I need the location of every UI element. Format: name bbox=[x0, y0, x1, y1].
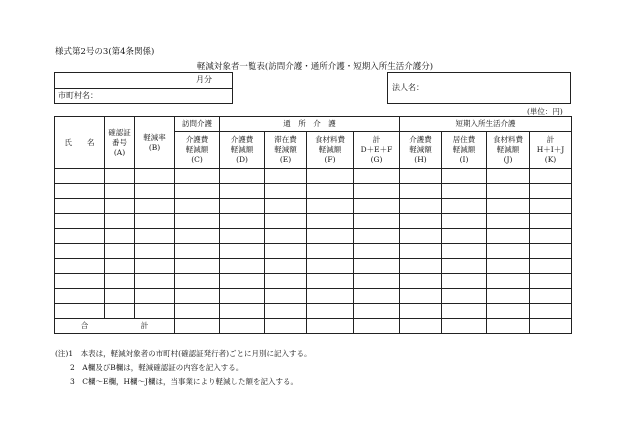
table-cell[interactable] bbox=[400, 304, 442, 319]
total-cell[interactable] bbox=[530, 319, 572, 334]
table-cell[interactable] bbox=[220, 184, 265, 199]
table-cell[interactable] bbox=[265, 259, 307, 274]
table-cell[interactable] bbox=[307, 289, 354, 304]
table-cell[interactable] bbox=[400, 289, 442, 304]
total-cell[interactable] bbox=[487, 319, 530, 334]
table-cell[interactable] bbox=[135, 289, 175, 304]
box-divider bbox=[55, 88, 232, 89]
table-cell[interactable] bbox=[220, 274, 265, 289]
table-cell[interactable] bbox=[265, 184, 307, 199]
total-cell[interactable] bbox=[220, 319, 265, 334]
table-cell[interactable] bbox=[220, 229, 265, 244]
header-col-c: 介護費 軽減額 (C) bbox=[175, 132, 220, 169]
table-cell[interactable] bbox=[105, 304, 135, 319]
table-cell[interactable] bbox=[220, 214, 265, 229]
table-cell[interactable] bbox=[442, 304, 487, 319]
table-cell[interactable] bbox=[105, 199, 135, 214]
header-col-i: 居住費 軽減額 (I) bbox=[442, 132, 487, 169]
header-col-f: 食材料費 軽減額 (F) bbox=[307, 132, 354, 169]
table-cell[interactable] bbox=[354, 184, 400, 199]
table-cell[interactable] bbox=[265, 214, 307, 229]
table-cell[interactable] bbox=[220, 244, 265, 259]
group-short-stay: 短期入所生活介護 bbox=[400, 117, 572, 132]
table-cell[interactable] bbox=[265, 199, 307, 214]
note-prefix: (注) bbox=[55, 349, 69, 358]
table-cell[interactable] bbox=[105, 229, 135, 244]
table-cell[interactable] bbox=[175, 289, 220, 304]
table-cell[interactable] bbox=[400, 169, 442, 184]
table-cell[interactable] bbox=[105, 274, 135, 289]
table-row bbox=[55, 304, 572, 319]
table-cell[interactable] bbox=[135, 274, 175, 289]
table-cell[interactable] bbox=[307, 229, 354, 244]
table-cell[interactable] bbox=[55, 229, 105, 244]
table-cell[interactable] bbox=[220, 289, 265, 304]
table-cell[interactable] bbox=[265, 304, 307, 319]
table-cell[interactable] bbox=[487, 259, 530, 274]
total-cell[interactable] bbox=[265, 319, 307, 334]
table-cell[interactable] bbox=[135, 199, 175, 214]
note-3 bbox=[70, 376, 298, 387]
table-cell[interactable] bbox=[400, 259, 442, 274]
table-cell[interactable] bbox=[135, 229, 175, 244]
table-cell[interactable] bbox=[175, 244, 220, 259]
table-cell[interactable] bbox=[530, 214, 572, 229]
table-cell[interactable] bbox=[530, 259, 572, 274]
table-cell[interactable] bbox=[135, 259, 175, 274]
table-cell[interactable] bbox=[487, 199, 530, 214]
table-cell[interactable] bbox=[55, 184, 105, 199]
total-cell[interactable] bbox=[307, 319, 354, 334]
table-cell[interactable] bbox=[530, 199, 572, 214]
table-cell[interactable] bbox=[175, 169, 220, 184]
table-cell[interactable] bbox=[530, 289, 572, 304]
table-cell[interactable] bbox=[354, 304, 400, 319]
table-cell[interactable] bbox=[105, 259, 135, 274]
table-cell[interactable] bbox=[400, 199, 442, 214]
table-cell[interactable] bbox=[220, 169, 265, 184]
table-cell[interactable] bbox=[487, 169, 530, 184]
table-cell[interactable] bbox=[105, 184, 135, 199]
table-cell[interactable] bbox=[487, 244, 530, 259]
note-2 bbox=[70, 362, 243, 373]
table-cell[interactable] bbox=[175, 214, 220, 229]
table-cell[interactable] bbox=[530, 304, 572, 319]
table-cell[interactable] bbox=[400, 214, 442, 229]
table-cell[interactable] bbox=[400, 244, 442, 259]
table-cell[interactable] bbox=[530, 184, 572, 199]
header-cert-number: 確認証 番号 (A) bbox=[105, 117, 135, 169]
table-cell[interactable] bbox=[487, 289, 530, 304]
table-body bbox=[55, 169, 572, 319]
note-text: C欄～E欄，H欄～J欄は，当事業により軽減した額を記入する。 bbox=[82, 377, 299, 386]
table-cell[interactable] bbox=[354, 229, 400, 244]
total-cell[interactable] bbox=[442, 319, 487, 334]
table-cell[interactable] bbox=[105, 169, 135, 184]
corporation-label: 法人名： bbox=[392, 83, 424, 92]
table-cell[interactable] bbox=[442, 184, 487, 199]
table-cell[interactable] bbox=[175, 199, 220, 214]
table-cell[interactable] bbox=[530, 274, 572, 289]
table-cell[interactable] bbox=[265, 169, 307, 184]
table-cell[interactable] bbox=[400, 229, 442, 244]
table-cell[interactable] bbox=[487, 214, 530, 229]
month-label: 月分 bbox=[196, 75, 212, 84]
table-cell[interactable] bbox=[55, 244, 105, 259]
note-number: 2 bbox=[70, 363, 75, 372]
table-cell[interactable] bbox=[307, 169, 354, 184]
table-cell[interactable] bbox=[307, 199, 354, 214]
reduction-table bbox=[54, 116, 572, 334]
table-cell[interactable] bbox=[354, 214, 400, 229]
document-title: 軽減対象者一覧表(訪問介護・通所介護・短期入所生活介護分) bbox=[196, 62, 434, 72]
note-text: 本表は，軽減対象者の市町村(確認証発行者)ごとに月別に記入する。 bbox=[80, 349, 312, 358]
table-cell[interactable] bbox=[354, 274, 400, 289]
table-row bbox=[55, 214, 572, 229]
note-text: A欄及びB欄は，軽減確認証の内容を記入する。 bbox=[82, 363, 244, 372]
table-cell[interactable] bbox=[175, 259, 220, 274]
table-cell[interactable] bbox=[55, 199, 105, 214]
table-cell[interactable] bbox=[55, 259, 105, 274]
table-cell[interactable] bbox=[442, 244, 487, 259]
table-row bbox=[55, 289, 572, 304]
table-row bbox=[55, 184, 572, 199]
table-cell[interactable] bbox=[442, 229, 487, 244]
form-number: 様式第2号の3(第4条関係) bbox=[55, 47, 155, 57]
header-col-j: 食材料費 軽減額 (J) bbox=[487, 132, 530, 169]
table-cell[interactable] bbox=[135, 169, 175, 184]
group-home-care: 訪問介護 bbox=[175, 117, 220, 132]
note-number: 1 bbox=[68, 349, 74, 358]
total-cell[interactable] bbox=[354, 319, 400, 334]
table-cell[interactable] bbox=[105, 244, 135, 259]
table-cell[interactable] bbox=[307, 184, 354, 199]
table-cell[interactable] bbox=[354, 259, 400, 274]
table-cell[interactable] bbox=[307, 259, 354, 274]
table-cell[interactable] bbox=[55, 214, 105, 229]
table-cell[interactable] bbox=[307, 214, 354, 229]
table-cell[interactable] bbox=[265, 229, 307, 244]
table-cell[interactable] bbox=[135, 214, 175, 229]
table-row bbox=[55, 229, 572, 244]
header-reduction-rate: 軽減率 (B) bbox=[135, 117, 175, 169]
table-cell[interactable] bbox=[487, 229, 530, 244]
table-cell[interactable] bbox=[135, 244, 175, 259]
header-col-k: 計 H＋I＋J (K) bbox=[530, 132, 572, 169]
note-1 bbox=[55, 348, 312, 359]
table-cell[interactable] bbox=[135, 184, 175, 199]
header-col-e: 滞在費 軽減額 (E) bbox=[265, 132, 307, 169]
table-cell[interactable] bbox=[55, 289, 105, 304]
table-cell[interactable] bbox=[220, 259, 265, 274]
header-name: 氏 名 bbox=[55, 117, 105, 169]
table-cell[interactable] bbox=[220, 199, 265, 214]
group-day-care: 通 所 介 護 bbox=[220, 117, 400, 132]
table-cell[interactable] bbox=[354, 244, 400, 259]
table-cell[interactable] bbox=[354, 289, 400, 304]
table-cell[interactable] bbox=[55, 304, 105, 319]
table-cell[interactable] bbox=[354, 169, 400, 184]
table-cell[interactable] bbox=[55, 274, 105, 289]
table-cell[interactable] bbox=[442, 199, 487, 214]
unit-label: (単位：円) bbox=[527, 107, 563, 116]
table-cell[interactable] bbox=[442, 289, 487, 304]
table-cell[interactable] bbox=[487, 184, 530, 199]
table-cell[interactable] bbox=[307, 274, 354, 289]
table-cell[interactable] bbox=[530, 244, 572, 259]
table-cell[interactable] bbox=[265, 274, 307, 289]
table-row bbox=[55, 274, 572, 289]
table-cell[interactable] bbox=[307, 244, 354, 259]
total-label: 合 計 bbox=[55, 319, 175, 334]
header-col-d: 介護費 軽減額 (D) bbox=[220, 132, 265, 169]
table-cell[interactable] bbox=[220, 304, 265, 319]
table-cell[interactable] bbox=[265, 289, 307, 304]
table-cell[interactable] bbox=[442, 169, 487, 184]
table-row bbox=[55, 199, 572, 214]
table-cell[interactable] bbox=[400, 274, 442, 289]
table-cell[interactable] bbox=[135, 304, 175, 319]
table-cell[interactable] bbox=[487, 304, 530, 319]
header-col-g: 計 D＋E＋F (G) bbox=[354, 132, 400, 169]
table-row bbox=[55, 244, 572, 259]
table-cell[interactable] bbox=[530, 229, 572, 244]
table-cell[interactable] bbox=[442, 259, 487, 274]
table-cell[interactable] bbox=[307, 304, 354, 319]
table-cell[interactable] bbox=[175, 304, 220, 319]
table-cell[interactable] bbox=[400, 184, 442, 199]
table-cell[interactable] bbox=[175, 229, 220, 244]
table-cell[interactable] bbox=[105, 289, 135, 304]
table-cell[interactable] bbox=[530, 169, 572, 184]
table-cell[interactable] bbox=[487, 274, 530, 289]
table-cell[interactable] bbox=[354, 199, 400, 214]
table-cell[interactable] bbox=[55, 169, 105, 184]
note-number: 3 bbox=[70, 377, 75, 386]
total-cell[interactable] bbox=[175, 319, 220, 334]
table-row bbox=[55, 259, 572, 274]
table-cell[interactable] bbox=[175, 184, 220, 199]
table-cell[interactable] bbox=[442, 214, 487, 229]
table-cell[interactable] bbox=[175, 274, 220, 289]
municipality-label: 市町村名： bbox=[58, 91, 98, 100]
header-col-h: 介護費 軽減額 (H) bbox=[400, 132, 442, 169]
table-row bbox=[55, 169, 572, 184]
total-cell[interactable] bbox=[400, 319, 442, 334]
table-cell[interactable] bbox=[265, 244, 307, 259]
table-cell[interactable] bbox=[105, 214, 135, 229]
table-cell[interactable] bbox=[442, 274, 487, 289]
